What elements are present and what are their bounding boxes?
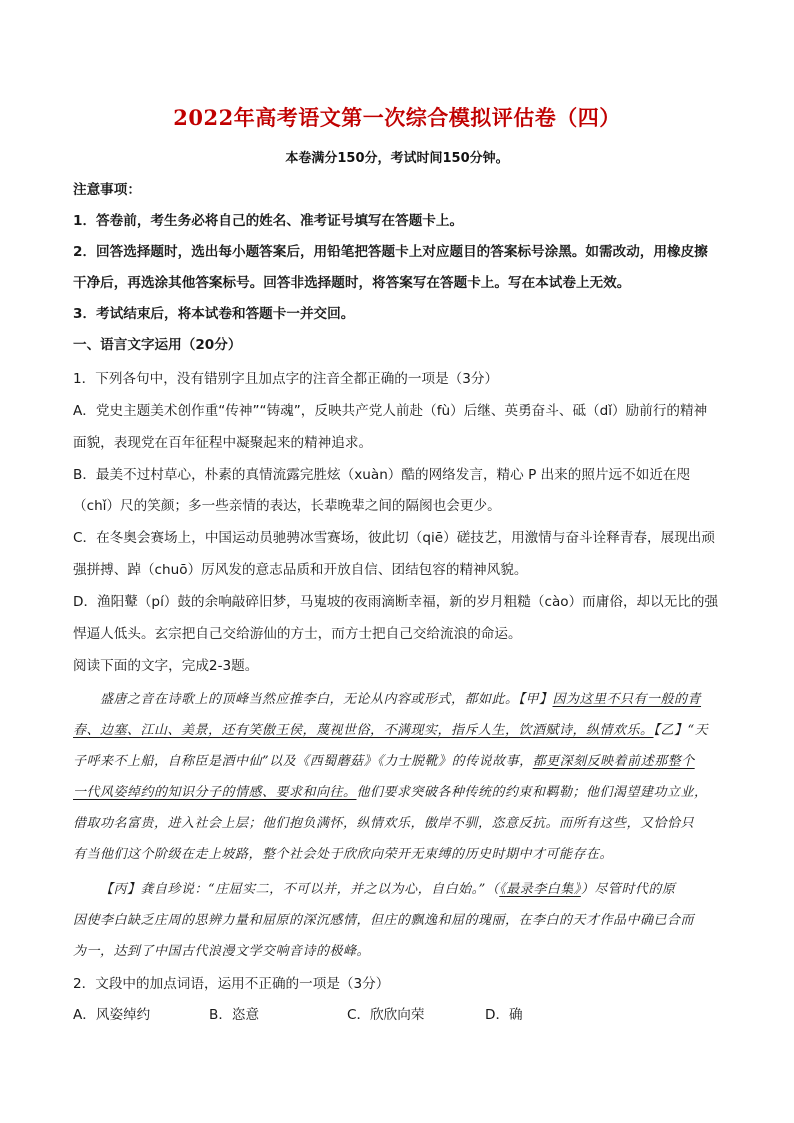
passage-underlined: 《最录李白集》 bbox=[499, 882, 581, 897]
question-1-option-d: D．渔阳鼙（pí）鼓的余响敲碎旧梦，马嵬坡的夜雨滴断幸福，新的岁月粗糙（cào）而庸俗，却以无比的强 bbox=[73, 594, 719, 610]
passage-line-3 bbox=[73, 750, 723, 769]
section-heading: 一、语言文字运用（20分） bbox=[73, 337, 242, 353]
notice-heading: 注意事项： bbox=[73, 182, 141, 198]
passage-text: 他们要求突破各种传统的约束和羁勒；他们渴望建功立业， bbox=[356, 785, 708, 800]
passage-underlined: 一代风姿绰约的知识分子的情感、要求和向往。 bbox=[73, 785, 357, 800]
passage-text: 子呼来不上船，自称臣是酒中仙”以及《西蜀蘑菇》《力士脱靴》的传说故事， bbox=[73, 754, 533, 769]
question-2-option-d: D．确 bbox=[485, 1007, 523, 1023]
passage-text: 【丙】龚自珍说：“庄屈实二，不可以并，并之以为心，自白始。”（ bbox=[100, 882, 500, 897]
passage-underlined: 春、边塞、江山、美景，还有笑傲王侯，蔑视世俗，不满现实，指斥人生，饮酒赋诗，纵情欢乐。 bbox=[73, 723, 654, 738]
question-1-stem: 1．下列各句中，没有错别字且加点字的注音全都正确的一项是（3分） bbox=[73, 371, 499, 387]
question-1-option-c-cont: 强拼搏、踔（chuō）厉风发的意志品质和开放自信、团结包容的精神风貌。 bbox=[73, 562, 528, 578]
passage-underlined: 都更深刻反映着前述那整个 bbox=[532, 754, 695, 769]
notice-3: 3．考试结束后，将本试卷和答题卡一并交回。 bbox=[73, 306, 355, 322]
question-1-option-b: B．最美不过村草心，朴素的真情流露完胜炫（xuàn）酷的网络发言，精心 P 出来的照片远不如近在咫 bbox=[73, 467, 691, 483]
question-2-option-b: B．恣意 bbox=[209, 1007, 260, 1023]
notice-1: 1．答卷前，考生务必将自己的姓名、准考证号填写在答题卡上。 bbox=[73, 213, 464, 229]
passage-text: 【乙】“天 bbox=[653, 723, 709, 738]
passage-line-6: 有当他们这个阶级在走上坡路，整个社会处于欣欣向荣开无束缚的历史时期中才可能存在。 bbox=[73, 847, 614, 862]
question-2-option-c: C．欣欣向荣 bbox=[347, 1007, 425, 1023]
question-2-option-a: A．风姿绰约 bbox=[73, 1007, 151, 1023]
question-1-option-d-cont: 悍逼人低头。玄宗把自己交给游仙的方士，而方士把自己交给流浪的命运。 bbox=[73, 626, 522, 642]
notice-2-cont: 干净后，再选涂其他答案标号。回答非选择题时，将答案写在答题卡上。写在本试卷上无效。 bbox=[73, 275, 631, 291]
reading-intro: 阅读下面的文字，完成2-3题。 bbox=[73, 658, 259, 674]
question-1-option-b-cont: （chǐ）尺的笑颜；多一些亲情的表达，长辈晚辈之间的隔阂也会更少。 bbox=[73, 498, 501, 514]
question-1-option-a-cont: 面貌，表现党在百年征程中凝聚起来的精神追求。 bbox=[73, 435, 373, 451]
passage-line-8: 因使李白缺乏庄周的思辨力量和屈原的深沉感情，但庄的飘逸和屈的瑰丽，在李白的天才作品中确已合而 bbox=[73, 913, 695, 928]
passage-line-7 bbox=[100, 878, 730, 897]
question-2-stem: 2．文段中的加点词语，运用不正确的一项是（3分） bbox=[73, 976, 390, 992]
passage-line-4 bbox=[73, 781, 723, 800]
exam-title: 2022年高考语文第一次综合模拟评估卷（四） bbox=[173, 105, 621, 130]
notice-2: 2．回答选择题时，选出每小题答案后，用铅笔把答题卡上对应题目的答案标号涂黑。如需改动，用橡皮擦 bbox=[73, 244, 708, 260]
passage-line-9: 为一，达到了中国古代浪漫文学交响音诗的极峰。 bbox=[73, 944, 371, 959]
passage-text: ）尽管时代的原 bbox=[580, 882, 676, 897]
question-1-option-a: A．党史主题美术创作重“传神”“铸魂”，反映共产党人前赴（fù）后继、英勇奋斗、砥（dǐ）励前行的精神 bbox=[73, 403, 708, 419]
passage-underlined: 因为这里不只有一般的青 bbox=[552, 692, 702, 707]
passage-line-1 bbox=[100, 688, 730, 707]
passage-line-5: 借取功名富贵，进入社会上层；他们抱负满怀，纵情欢乐，傲岸不驯，恣意反抗。而所有这些，又恰恰只 bbox=[73, 816, 695, 831]
passage-text: 盛唐之音在诗歌上的顶峰当然应推李白，无论从内容或形式，都如此。【甲】 bbox=[100, 692, 553, 707]
question-1-option-c: C．在冬奥会赛场上，中国运动员驰骋冰雪赛场，彼此切（qiē）磋技艺，用激情与奋斗诠释青春，展现出顽 bbox=[73, 530, 715, 546]
passage-line-2 bbox=[73, 719, 723, 738]
exam-subtitle: 本卷满分150分，考试时间150分钟。 bbox=[285, 151, 509, 166]
